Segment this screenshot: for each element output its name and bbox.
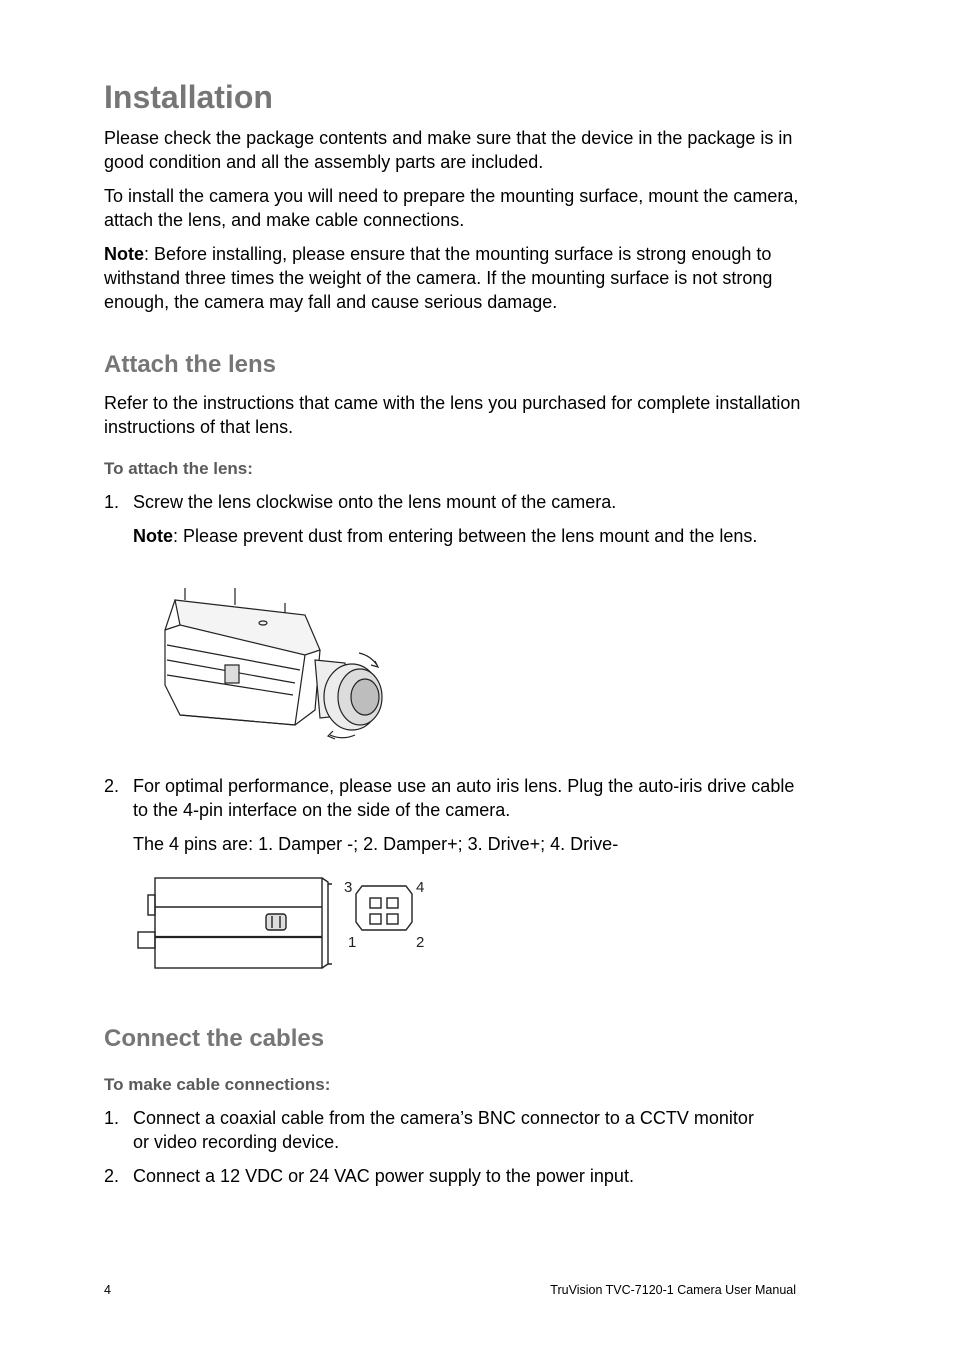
step-number: 1. [104, 1108, 120, 1128]
pins-description: The 4 pins are: 1. Damper -; 2. Damper+; 3. Drive+; 4. Drive- [133, 834, 619, 854]
connect-cables-step-2: Connect a 12 VDC or 24 VAC power supply to the power input. [133, 1166, 634, 1186]
attach-lens-intro: Refer to the instructions that came with the lens you purchased for complete installation instructions of that lens. [104, 393, 801, 437]
intro-paragraph-2: To install the camera you will need to prepare the mounting surface, mount the camera, attach the lens, and make cable connections. [104, 186, 799, 230]
step-number: 2. [104, 1166, 120, 1186]
pin-label-2: 2 [416, 934, 425, 951]
attach-lens-subheading: To attach the lens: [104, 459, 253, 478]
section-heading-connect-cables: Connect the cables [104, 1025, 325, 1052]
page-title: Installation [104, 79, 273, 115]
manual-title: TruVision TVC-7120-1 Camera User Manual [550, 1283, 796, 1297]
connect-cables-step-1: Connect a coaxial cable from the camera’s BNC connector to a CCTV monitor or video recording device. [133, 1108, 754, 1152]
intro-paragraph-1: Please check the package contents and make sure that the device in the package is in good condition and all the assembly parts are included. [104, 128, 793, 172]
pin-label-1: 1 [348, 934, 357, 951]
step-number: 2. [104, 776, 120, 796]
note-text: : Before installing, please ensure that the mounting surface is strong enough to withstand three times the weight of the camera. If the mounting surface is not strong enough, the camera may fall and cause serious damage. [104, 244, 773, 312]
connect-cables-subheading: To make cable connections: [104, 1075, 331, 1094]
attach-lens-step-2: For optimal performance, please use an auto iris lens. Plug the auto-iris drive cable to the 4-pin interface on the side of the camera. [133, 776, 795, 820]
camera-side-illustration [130, 870, 440, 980]
note-text: : Please prevent dust from entering between the lens mount and the lens. [173, 526, 758, 546]
intro-note [104, 242, 804, 314]
page-number: 4 [104, 1283, 111, 1297]
pin-label-3: 3 [344, 879, 353, 896]
attach-lens-step-1-note [133, 524, 803, 548]
pin-label-4: 4 [416, 879, 425, 896]
section-heading-attach-lens: Attach the lens [104, 351, 277, 378]
note-label: Note [104, 244, 144, 264]
attach-lens-step-1: Screw the lens clockwise onto the lens mount of the camera. [133, 492, 617, 512]
note-label: Note [133, 526, 173, 546]
camera-lens-illustration [155, 585, 395, 745]
step-number: 1. [104, 492, 120, 512]
